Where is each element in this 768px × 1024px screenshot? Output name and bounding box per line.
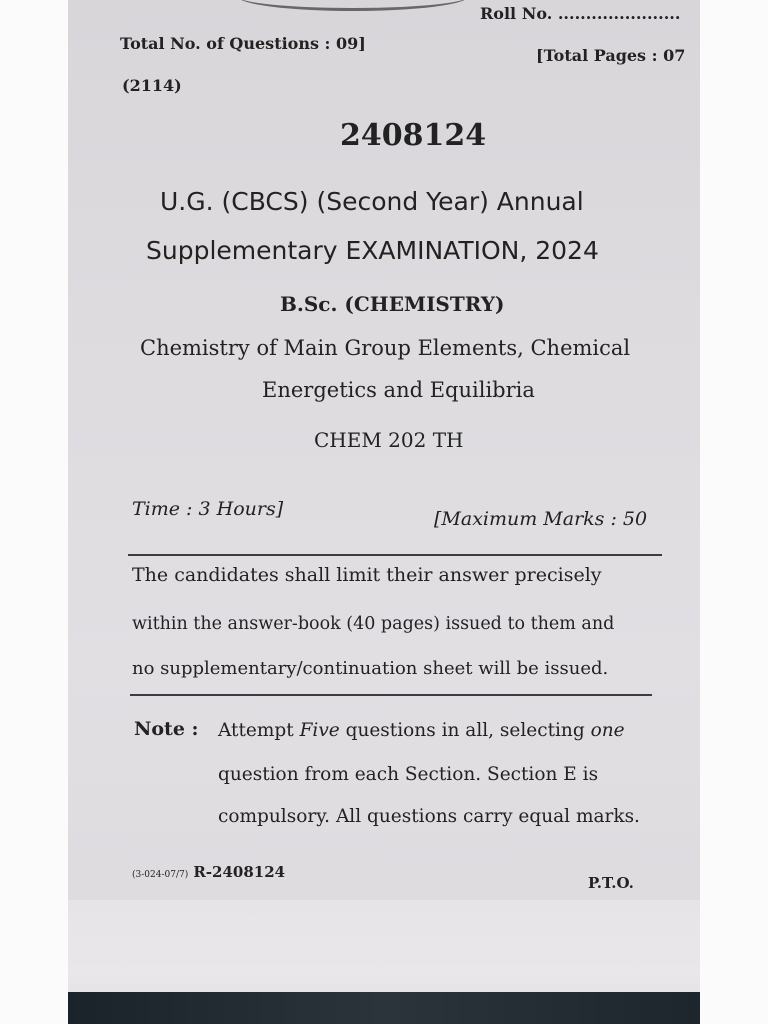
time-allowed: Time : 3 Hours] xyxy=(132,498,284,520)
subject-line-2: Energetics and Equilibria xyxy=(262,378,535,402)
course-code: CHEM 202 TH xyxy=(314,428,464,452)
background-surface xyxy=(68,992,700,1024)
right-margin xyxy=(700,0,768,1024)
divider-bottom xyxy=(130,694,652,696)
note-line-3: compulsory. All questions carry equal marks. xyxy=(218,806,640,827)
subject-line-1: Chemistry of Main Group Elements, Chemical xyxy=(140,336,631,360)
maximum-marks: [Maximum Marks : 50 xyxy=(434,508,648,530)
paper-number: 2408124 xyxy=(340,118,487,153)
note-line-1: Attempt Five questions in all, selecting one xyxy=(218,720,625,741)
instruction-line-2: within the answer-book (40 pages) issued to them and xyxy=(132,614,615,634)
exam-title-line-2: Supplementary EXAMINATION, 2024 xyxy=(146,236,599,265)
print-code: (3-024-07/7) xyxy=(132,870,189,880)
roll-no-field: Roll No. ...................... xyxy=(480,4,681,23)
please-turn-over: P.T.O. xyxy=(588,874,634,892)
divider-top xyxy=(128,554,662,556)
left-margin xyxy=(0,0,68,1024)
degree-title: B.Sc. (CHEMISTRY) xyxy=(280,292,505,316)
page-edge-shadow xyxy=(238,0,468,11)
footer-ref xyxy=(132,862,285,881)
note-label: Note : xyxy=(134,718,199,740)
exam-paper-sheet xyxy=(68,0,700,1024)
paper-code-small: (2114) xyxy=(122,76,182,95)
exam-title-line-1: U.G. (CBCS) (Second Year) Annual xyxy=(160,187,584,216)
note-line-2: question from each Section. Section E is xyxy=(218,764,599,785)
ref-code: R-2408124 xyxy=(193,863,286,881)
total-questions: Total No. of Questions : 09] xyxy=(120,34,366,53)
instruction-line-3: no supplementary/continuation sheet will be issued. xyxy=(132,658,609,679)
total-pages: [Total Pages : 07 xyxy=(536,46,686,65)
instruction-line-1: The candidates shall limit their answer precisely xyxy=(132,564,602,586)
